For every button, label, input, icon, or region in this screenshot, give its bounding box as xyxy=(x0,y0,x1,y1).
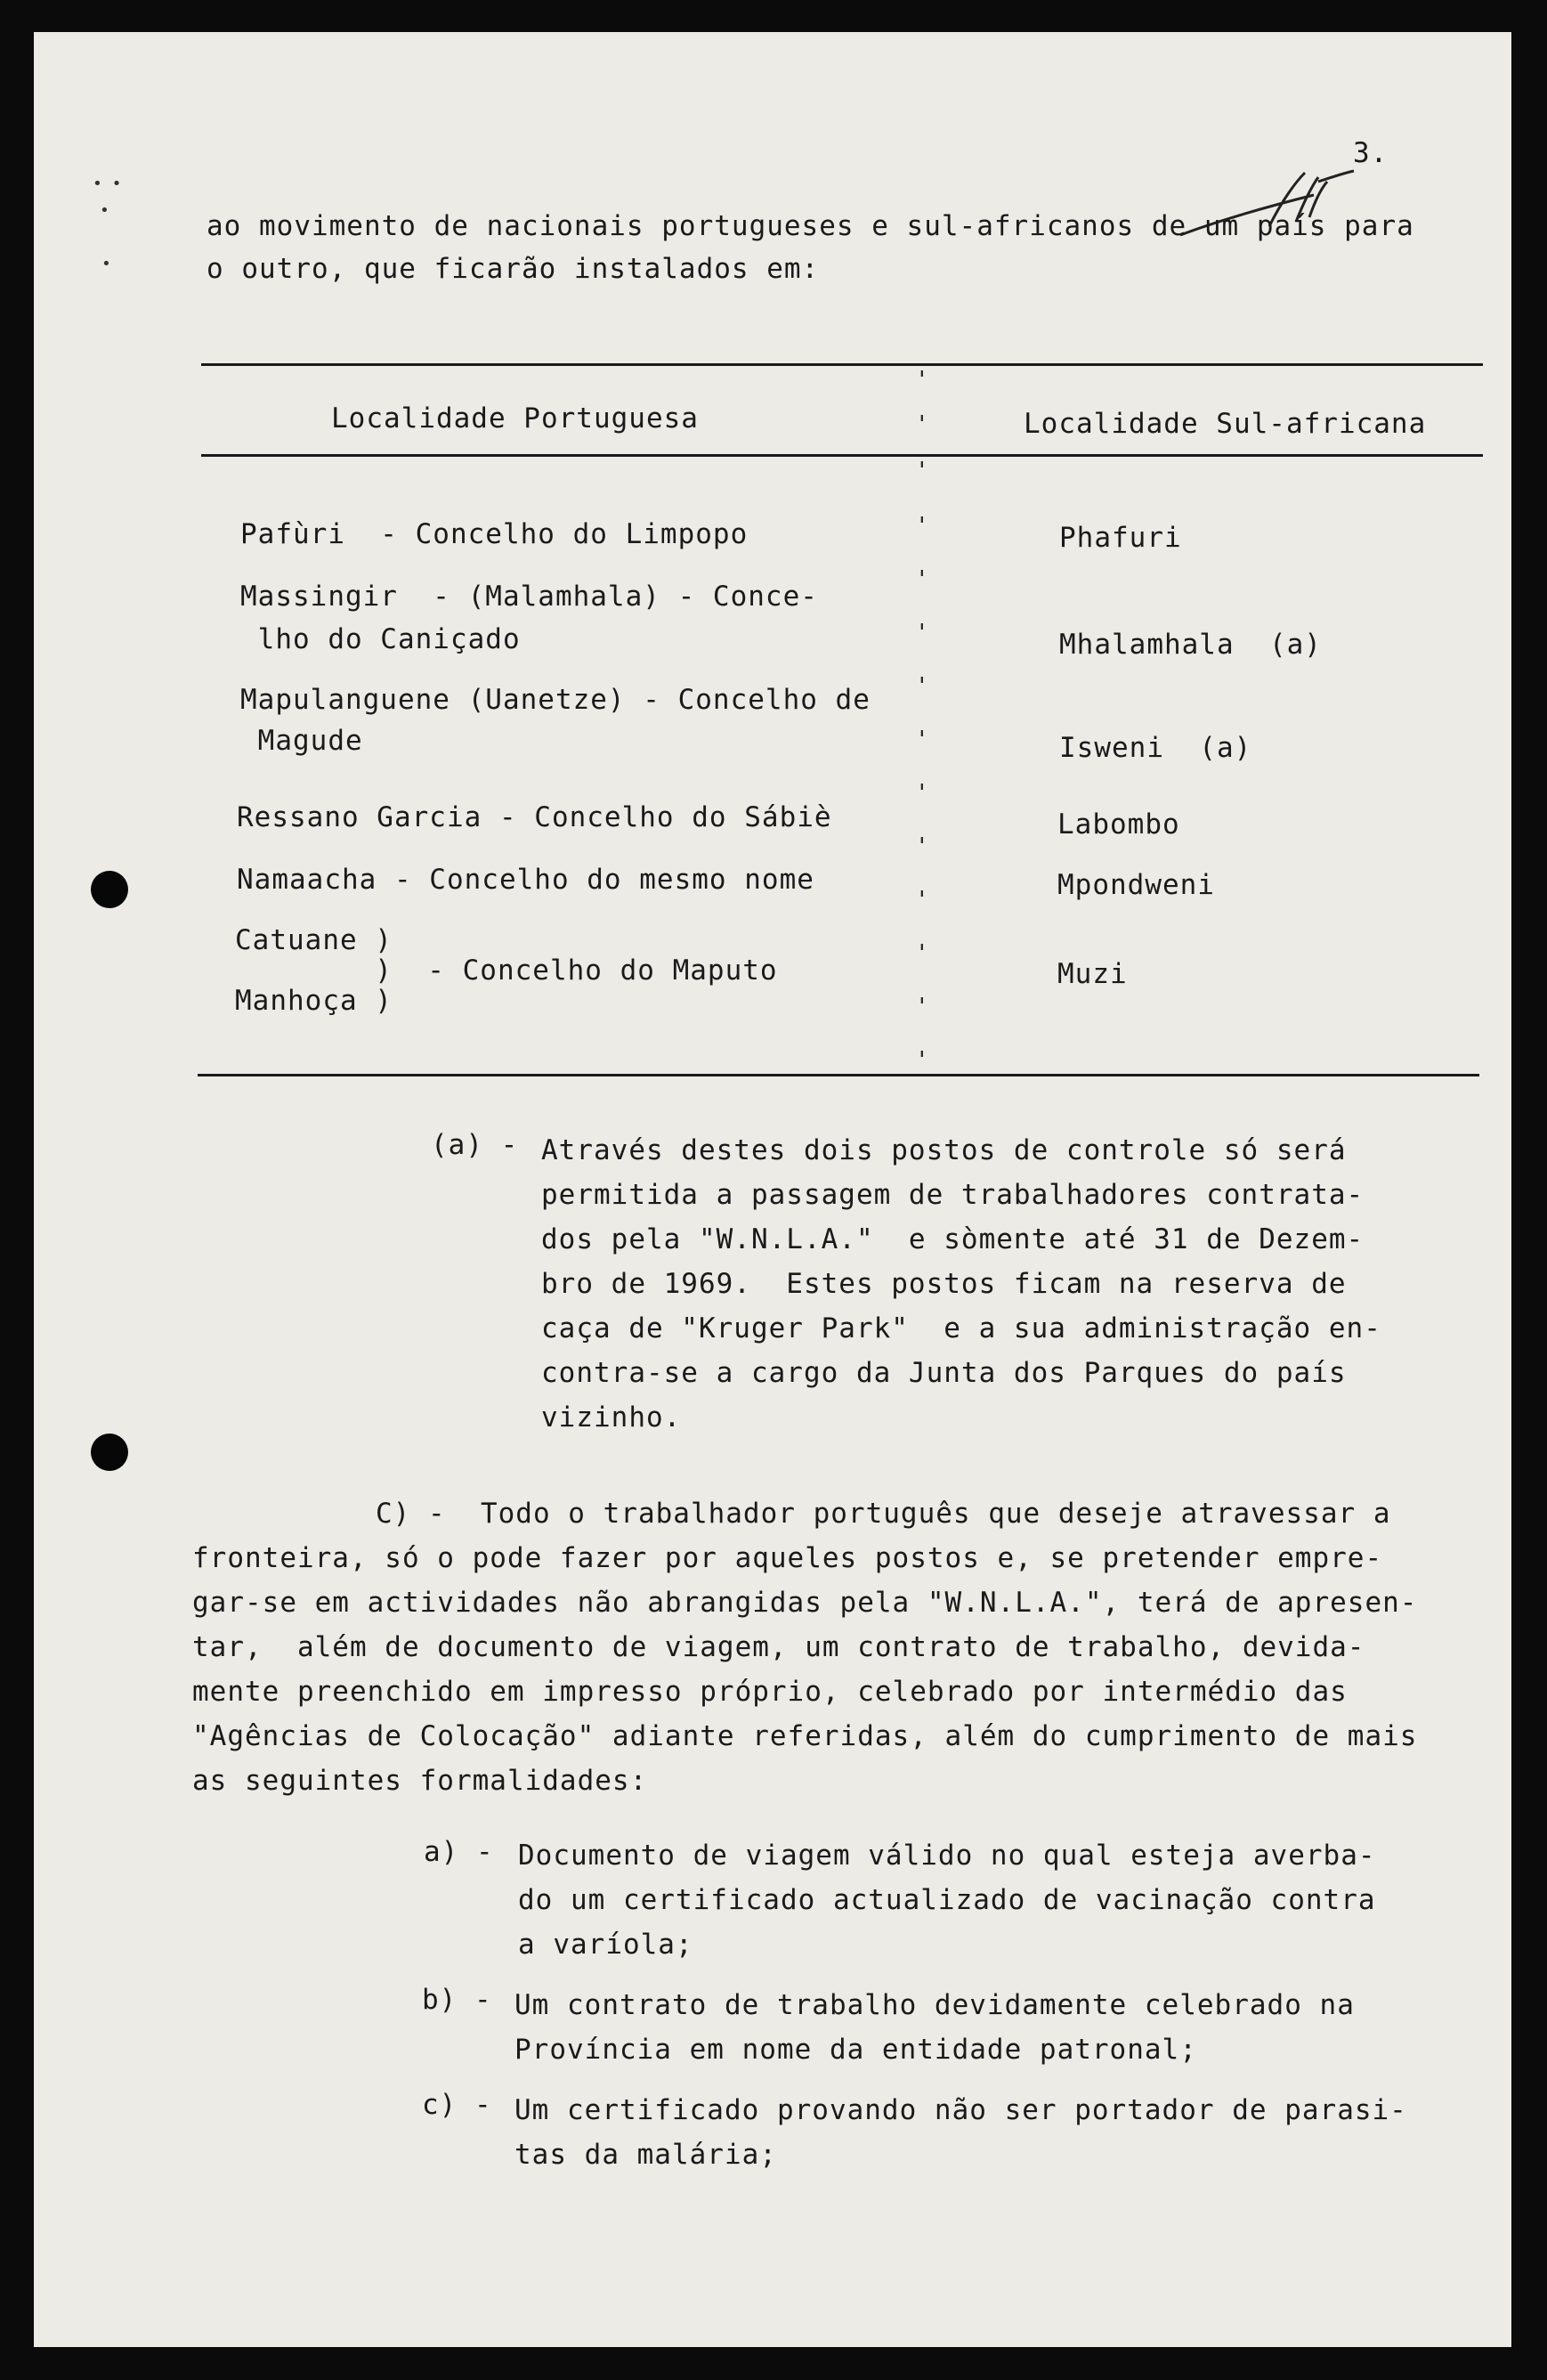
column-divider-mark: ' xyxy=(915,1047,929,1074)
item-line: Um certificado provando não ser portador de parasi- xyxy=(514,2094,1407,2126)
item-line: Documento de viagem válido no qual esteja averba- xyxy=(518,1840,1376,1872)
document-page xyxy=(34,32,1511,2347)
section-c-line: mente preenchido em impresso próprio, celebrado por intermédio das xyxy=(192,1676,1348,1708)
note-a-label: (a) - xyxy=(431,1129,519,1161)
column-divider-mark: ' xyxy=(915,620,929,646)
intro-line-2: o outro, que ficarão instalados em: xyxy=(207,253,820,285)
table-row-pt: ) - Concelho do Maputo xyxy=(235,954,778,987)
table-header-portuguese: Localidade Portuguesa xyxy=(331,402,699,435)
section-c-line: gar-se em actividades não abrangidas pela "W.N.L.A.", terá de apresen- xyxy=(192,1587,1418,1619)
table-row-sa: Mpondweni xyxy=(1057,869,1215,901)
table-row-sa: Mhalamhala (a) xyxy=(1059,629,1322,661)
column-divider-mark: ' xyxy=(915,411,929,438)
column-divider-mark: ' xyxy=(915,727,929,753)
item-line: Um contrato de trabalho devidamente celebrado na xyxy=(514,1989,1355,2021)
column-divider-mark: ' xyxy=(915,458,929,484)
note-a-line: dos pela "W.N.L.A." e sòmente até 31 de Dezem- xyxy=(541,1223,1365,1255)
column-divider-mark: ' xyxy=(915,780,929,807)
item-label: c) - xyxy=(422,2089,492,2121)
column-divider-mark: ' xyxy=(915,673,929,700)
table-row-pt: Ressano Garcia - Concelho do Sábiè xyxy=(237,801,832,833)
punch-mark: • xyxy=(101,255,111,273)
intro-line-1: ao movimento de nacionais portugueses e sul-africanos de um país para xyxy=(207,210,1414,242)
item-line: tas da malária; xyxy=(514,2139,777,2171)
table-row-sa: Phafuri xyxy=(1059,522,1182,554)
table-row-pt: Catuane ) xyxy=(235,924,393,956)
table-row-pt: Magude xyxy=(240,725,363,757)
table-header-rule xyxy=(201,454,1483,457)
table-bottom-rule xyxy=(198,1074,1479,1076)
page-number: 3. xyxy=(1353,137,1389,169)
section-c-line: "Agências de Colocação" adiante referidas, além do cumprimento de mais xyxy=(192,1720,1418,1752)
table-row-pt: Mapulanguene (Uanetze) - Concelho de xyxy=(240,684,871,716)
item-label: b) - xyxy=(422,1984,492,2016)
table-row-pt: lho do Caniçado xyxy=(240,623,521,655)
punch-hole xyxy=(91,871,128,908)
column-divider-mark: ' xyxy=(915,940,929,967)
table-row-sa: Isweni (a) xyxy=(1059,732,1252,764)
table-row-sa: Muzi xyxy=(1057,958,1128,990)
item-label: a) - xyxy=(424,1836,494,1868)
punch-mark: • xyxy=(100,201,109,220)
table-row-pt: Massingir - (Malamhala) - Conce- xyxy=(240,581,818,613)
table-row-pt: Pafùri - Concelho do Limpopo xyxy=(240,518,749,550)
section-c-line: C) - Todo o trabalhador português que deseje atravessar a xyxy=(376,1498,1391,1530)
column-divider-mark: ' xyxy=(915,833,929,860)
note-a-line: vizinho. xyxy=(541,1401,682,1434)
column-divider-mark: ' xyxy=(915,513,929,540)
item-line: Província em nome da entidade patronal; xyxy=(514,2034,1197,2066)
table-row-pt: Manhoça ) xyxy=(235,985,393,1017)
item-line: do um certificado actualizado de vacinação contra xyxy=(518,1884,1376,1916)
section-c-line: tar, além de documento de viagem, um contrato de trabalho, devida- xyxy=(192,1631,1365,1663)
note-a-line: caça de "Kruger Park" e a sua administração en- xyxy=(541,1312,1381,1344)
punch-mark: • • xyxy=(93,175,122,193)
column-divider-mark: ' xyxy=(915,566,929,593)
column-divider-mark: ' xyxy=(915,367,929,394)
table-top-rule xyxy=(201,363,1483,366)
note-a-line: contra-se a cargo da Junta dos Parques do país xyxy=(541,1357,1347,1389)
note-a-line: Através destes dois postos de controle só será xyxy=(541,1134,1347,1166)
item-line: a varíola; xyxy=(518,1929,693,1961)
column-divider-mark: ' xyxy=(915,994,929,1020)
section-c-line: as seguintes formalidades: xyxy=(192,1765,648,1797)
punch-hole xyxy=(91,1434,128,1471)
table-row-sa: Labombo xyxy=(1057,808,1180,841)
table-header-south-african: Localidade Sul-africana xyxy=(1024,408,1427,440)
table-row-pt: Namaacha - Concelho do mesmo nome xyxy=(237,864,814,896)
column-divider-mark: ' xyxy=(915,887,929,914)
note-a-line: bro de 1969. Estes postos ficam na reserva de xyxy=(541,1268,1347,1300)
section-c-line: fronteira, só o pode fazer por aqueles postos e, se pretender empre- xyxy=(192,1542,1383,1574)
note-a-line: permitida a passagem de trabalhadores contrata- xyxy=(541,1179,1365,1211)
